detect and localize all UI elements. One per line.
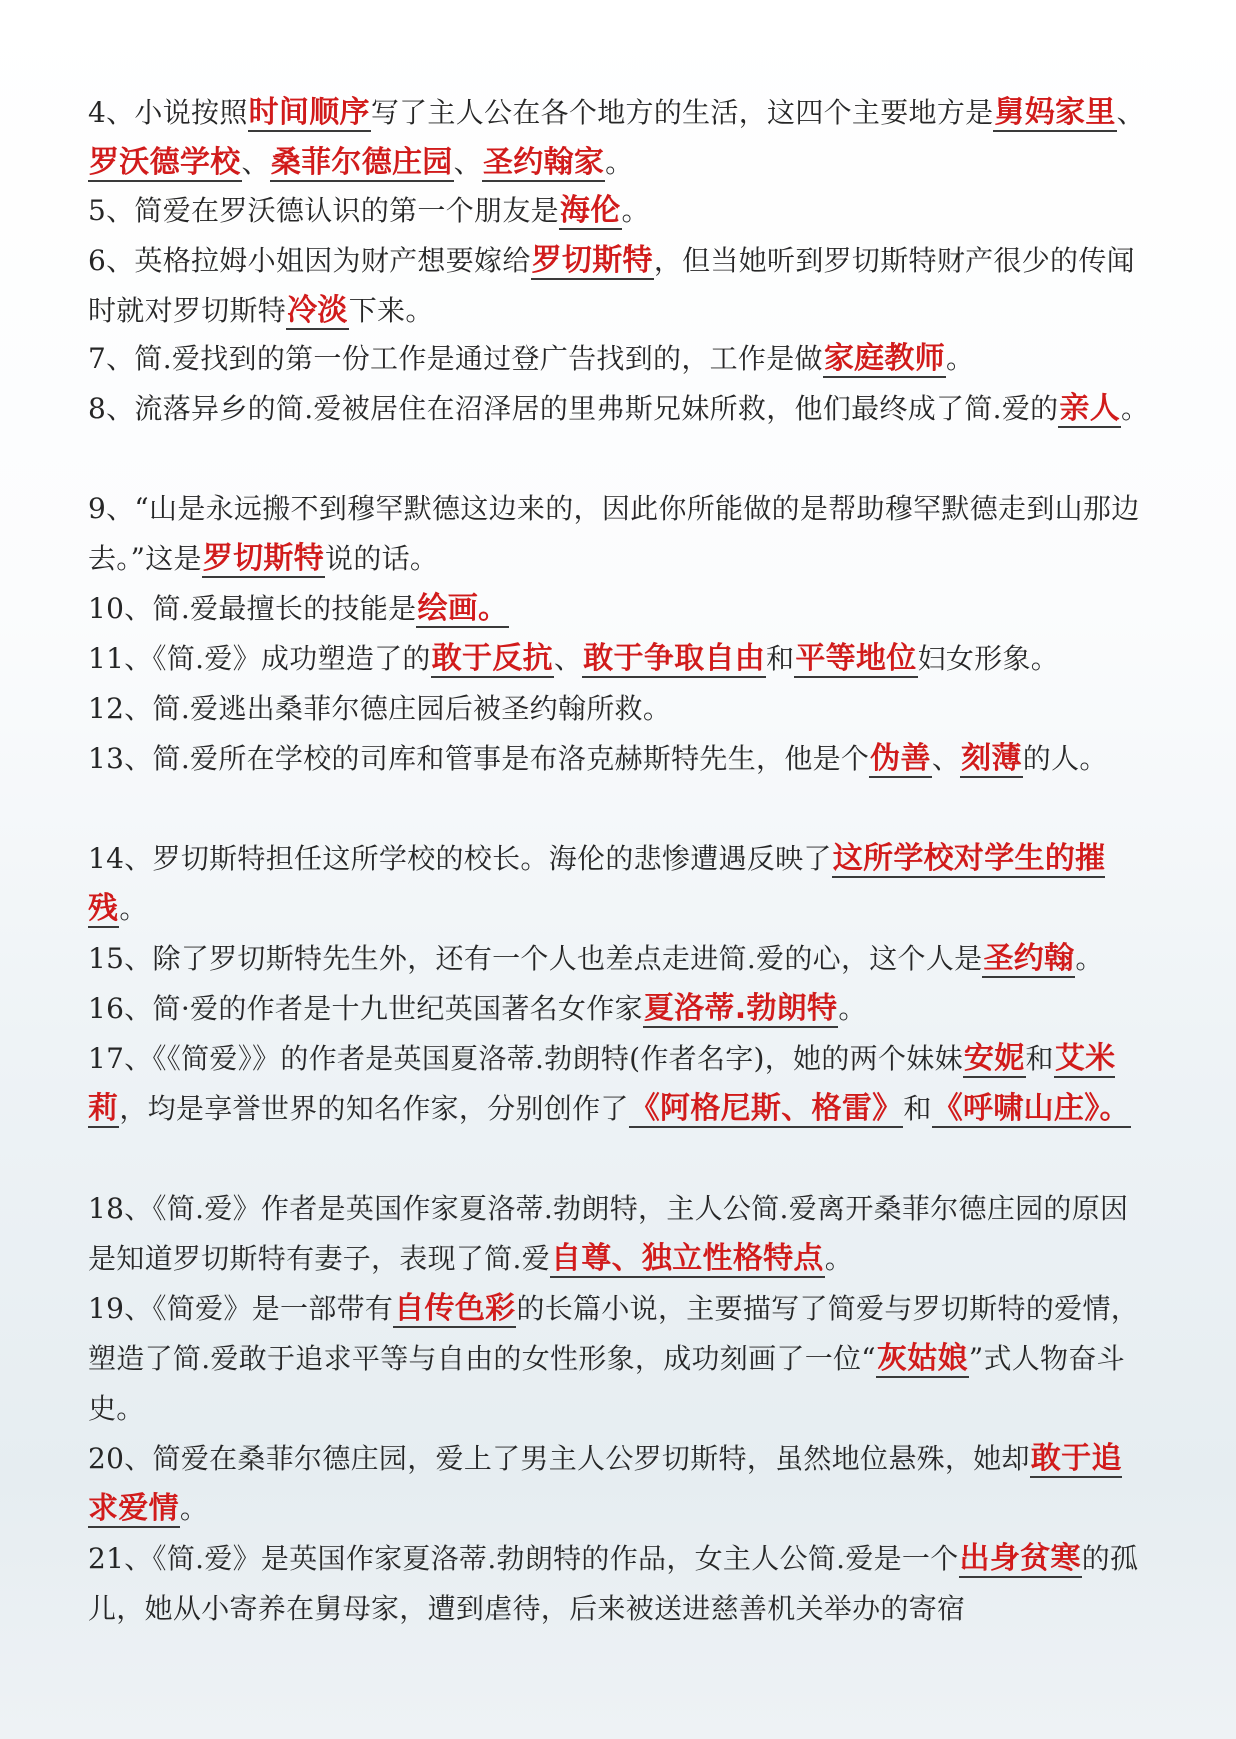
question-text: 的孤儿，她从小寄养在舅母家，遭到虐待，后来被送进慈善机关举办的寄宿 [88,1542,1139,1625]
question-text: 、 [241,146,270,179]
question-text: 9、“山是永远搬不到穆罕默德这边来的，因此你所能做的是帮助穆罕默德走到山那边去。”这是 [88,492,1140,575]
question-text: 。 [119,892,148,925]
question-text: 的长篇小说，主要描写了简爱与罗切斯特的爱情，塑造了简.爱敢于追求平等与自由的女性形象，成功刻画了一位“ [88,1292,1140,1375]
item-17 [88,1034,1150,1134]
item-19 [88,1284,1150,1434]
item-9 [88,484,1150,584]
item-7 [88,334,1150,384]
answer-text: 罗切斯特 [202,541,325,576]
answer-text: 灰姑娘 [876,1341,968,1376]
question-text: 的人。 [1022,742,1108,775]
question-text: 、 [453,146,482,179]
question-text: 和 [903,1092,932,1125]
question-text: 4、小说按照 [88,96,248,129]
question-text: 下来。 [348,294,434,327]
question-text: 16、简·爱的作者是十九世纪英国著名女作家 [88,992,643,1025]
question-text: ，但当她听到罗切斯特财产很少的传闻时就对罗切斯特 [88,244,1135,327]
answer-text: 时间顺序 [248,95,370,130]
question-text: 和 [1025,1042,1054,1075]
item-6 [88,236,1150,336]
item-20 [88,1434,1150,1534]
answer-text: 夏洛蒂.勃朗特 [643,991,838,1026]
question-text: 和 [766,642,795,675]
question-text: 妇女形象。 [917,642,1060,675]
question-text: 8、流落异乡的简.爱被居住在沼泽居的里弗斯兄妹所救，他们最终成了简.爱的 [88,392,1059,425]
answer-text: 伪善 [870,741,931,776]
item-15 [88,934,1150,984]
answer-text: 亲人 [1059,391,1121,426]
question-text: 个人是 [897,942,983,975]
question-text: 。 [179,1492,209,1525]
question-text: 14、罗切斯特担任这所学校的校长。海伦的悲惨遭遇反映了 [88,842,832,875]
question-text: 13、简.爱所在学校的司库和管事是布洛克赫斯特先生，他是个 [88,742,870,775]
question-text: 。 [605,146,634,179]
answer-text: 冷淡 [287,293,348,328]
question-text: 12、简.爱逃出桑菲尔德庄园后被圣约翰所救。 [88,692,672,725]
answer-text: 艾米莉 [88,1041,1116,1126]
question-text: 10、简.爱最擅长的技能是 [88,592,417,625]
answer-text: 平等地位 [795,641,917,676]
question-text: 20、简爱在桑菲尔德庄园，爱上了男主人公罗切斯特，虽然地位悬殊，她却 [88,1442,1030,1475]
question-text: 19、《简爱》是一部带有 [88,1292,394,1325]
item-11 [88,634,1150,684]
item-12 [88,684,1150,734]
question-text: ，均是享誉世界的知名作家，分别创作了 [119,1092,629,1125]
question-text: 写了主人公在各个地方的生活，这四个主要地方是 [370,96,994,129]
answer-text: 敢于争取自由 [583,641,766,676]
answer-text: 舅妈家里 [994,95,1116,130]
question-text: 11、《简.爱》成功塑造了的 [88,642,431,675]
question-text: 、 [1116,96,1145,129]
question-text: 。 [1121,392,1150,425]
answer-text: 圣约翰家 [482,145,605,180]
question-text: 。 [838,992,867,1025]
answer-text: 敢于反抗 [431,641,553,676]
question-text: 、 [553,642,583,675]
answer-text: 家庭教师 [823,341,946,376]
item-14 [88,834,1150,934]
answer-text: 出身贫寒 [959,1541,1081,1576]
item-10 [88,584,1150,634]
answer-text: 绘画。 [417,591,509,626]
question-text: 17、《《简爱》》的作者是英国夏洛蒂.勃朗特(作者名字)，她的两个妹妹 [88,1042,963,1075]
answer-text: 罗切斯特 [531,243,653,278]
answer-text: 自传色彩 [394,1291,516,1326]
question-text: 。 [1075,942,1104,975]
item-8 [88,384,1150,434]
question-text: ”式人物奋斗史。 [88,1342,1125,1425]
question-text: 18、《简.爱》作者是英国作家夏洛蒂.勃朗特，主人公简.爱离开桑菲尔德庄园的原因是知道罗切斯特有妻子，表现了简.爱 [88,1192,1129,1275]
item-4 [88,88,1150,188]
answer-text: 罗沃德学校 [89,145,241,180]
answer-text: 刻薄 [961,741,1022,776]
question-text: 7、简.爱找到的第一份工作是通过登广告找到的，工作是做 [88,342,823,375]
item-16 [88,984,1150,1034]
question-text: 。 [824,1242,854,1275]
item-18 [88,1184,1150,1284]
answer-text: 圣约翰 [983,941,1075,976]
question-text: 说的话。 [325,542,439,575]
answer-text: 海伦 [559,193,621,228]
answer-text: 桑菲尔德庄园 [270,145,453,180]
question-text: 15、除了罗切斯特先生外，还有一个人也差点走进简.爱 [88,942,785,975]
question-text: 。 [621,194,650,227]
question-text: 。 [946,342,975,375]
item-5 [88,186,1150,236]
question-text: 6、英格拉姆小姐因为财产想要嫁给 [88,244,531,277]
answer-text: 敢于追求爱情 [88,1441,1122,1526]
answer-text: 自尊、独立性格特点 [551,1241,824,1276]
question-text: 、 [931,742,961,775]
answer-text: 安妮 [963,1041,1025,1076]
answer-text: 《呼啸山庄》。 [932,1091,1130,1126]
item-21 [88,1534,1150,1634]
question-text: 的心，这 [784,942,898,975]
question-text: 5、简爱在罗沃德认识的第一个朋友是 [88,194,559,227]
item-13 [88,734,1150,784]
question-text: 21、《简.爱》是英国作家夏洛蒂.勃朗特的作品，女主人公简.爱是一个 [88,1542,959,1575]
answer-text: 这所学校对学生的摧残 [88,841,1106,926]
answer-text: 《阿格尼斯、格雷》 [629,1091,903,1126]
